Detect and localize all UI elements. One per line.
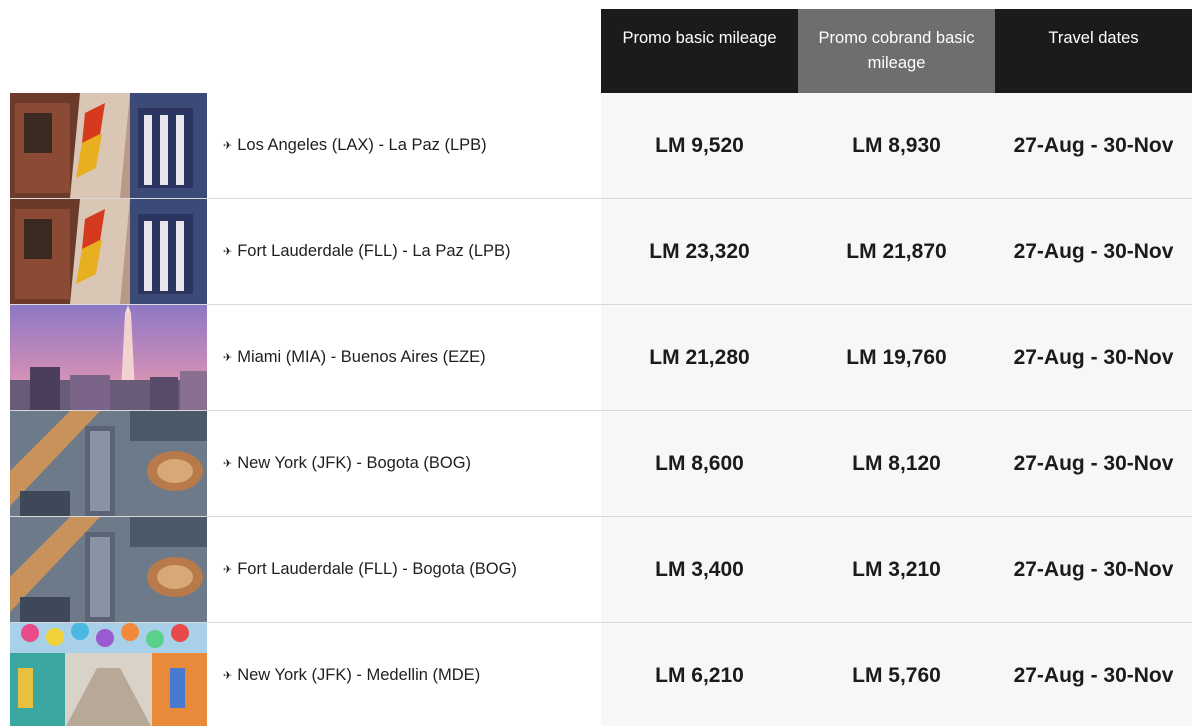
promo-basic-mileage-value: LM 8,600 <box>655 451 744 475</box>
plane-icon: ✈ <box>223 352 233 364</box>
route-label <box>207 411 601 516</box>
row-values <box>601 305 1192 410</box>
travel-dates-value: 27-Aug - 30-Nov <box>1013 451 1174 475</box>
header-promo-basic-mileage: Promo basic mileage <box>601 9 798 93</box>
plane-icon: ✈ <box>223 246 233 258</box>
plane-icon: ✈ <box>223 564 233 576</box>
route-text: Miami (MIA) - Buenos Aires (EZE) <box>237 348 486 366</box>
row-values <box>601 623 1192 726</box>
table-row[interactable] <box>10 623 1192 726</box>
plane-icon: ✈ <box>223 140 233 152</box>
bogota-aerial-photo <box>10 517 207 622</box>
la-paz-street-photo <box>10 199 207 304</box>
route-label <box>207 93 601 198</box>
promo-cobrand-mileage-value: LM 5,760 <box>852 663 941 687</box>
table-row[interactable] <box>10 305 1192 411</box>
travel-dates-value: 27-Aug - 30-Nov <box>1013 663 1174 687</box>
buenos-aires-obelisk-photo <box>10 305 207 410</box>
table-row[interactable] <box>10 93 1192 199</box>
la-paz-street-photo <box>10 93 207 198</box>
table-row[interactable] <box>10 411 1192 517</box>
row-values <box>601 199 1192 304</box>
promo-cobrand-mileage-value: LM 3,210 <box>852 557 941 581</box>
medellin-umbrella-street-photo <box>10 623 207 726</box>
route-text: New York (JFK) - Medellin (MDE) <box>237 666 481 684</box>
bogota-aerial-photo <box>10 411 207 516</box>
promo-basic-mileage-value: LM 6,210 <box>655 663 744 687</box>
table-header <box>601 9 1192 93</box>
route-label <box>207 517 601 622</box>
travel-dates-value: 27-Aug - 30-Nov <box>1013 557 1174 581</box>
promo-cobrand-mileage-value: LM 8,120 <box>852 451 941 475</box>
row-values <box>601 517 1192 622</box>
table-row[interactable] <box>10 199 1192 305</box>
row-values <box>601 93 1192 198</box>
promo-cobrand-mileage-value: LM 19,760 <box>846 345 947 369</box>
table-body <box>10 93 1192 726</box>
route-label <box>207 199 601 304</box>
route-label <box>207 305 601 410</box>
promo-cobrand-mileage-value: LM 21,870 <box>846 239 947 263</box>
promo-basic-mileage-value: LM 3,400 <box>655 557 744 581</box>
promo-basic-mileage-value: LM 21,280 <box>649 345 750 369</box>
row-values <box>601 411 1192 516</box>
travel-dates-value: 27-Aug - 30-Nov <box>1013 133 1174 157</box>
table-row[interactable] <box>10 517 1192 623</box>
promo-basic-mileage-value: LM 9,520 <box>655 133 744 157</box>
route-text: New York (JFK) - Bogota (BOG) <box>237 454 472 472</box>
travel-dates-value: 27-Aug - 30-Nov <box>1013 345 1174 369</box>
header-travel-dates: Travel dates <box>995 9 1192 93</box>
route-text: Fort Lauderdale (FLL) - La Paz (LPB) <box>237 242 511 260</box>
route-text: Los Angeles (LAX) - La Paz (LPB) <box>237 136 487 154</box>
plane-icon: ✈ <box>223 670 233 682</box>
promo-basic-mileage-value: LM 23,320 <box>649 239 750 263</box>
header-promo-cobrand-basic-mileage: Promo cobrand basic mileage <box>798 9 995 93</box>
promo-cobrand-mileage-value: LM 8,930 <box>852 133 941 157</box>
route-label <box>207 623 601 726</box>
route-text: Fort Lauderdale (FLL) - Bogota (BOG) <box>237 560 517 578</box>
plane-icon: ✈ <box>223 458 233 470</box>
travel-dates-value: 27-Aug - 30-Nov <box>1013 239 1174 263</box>
